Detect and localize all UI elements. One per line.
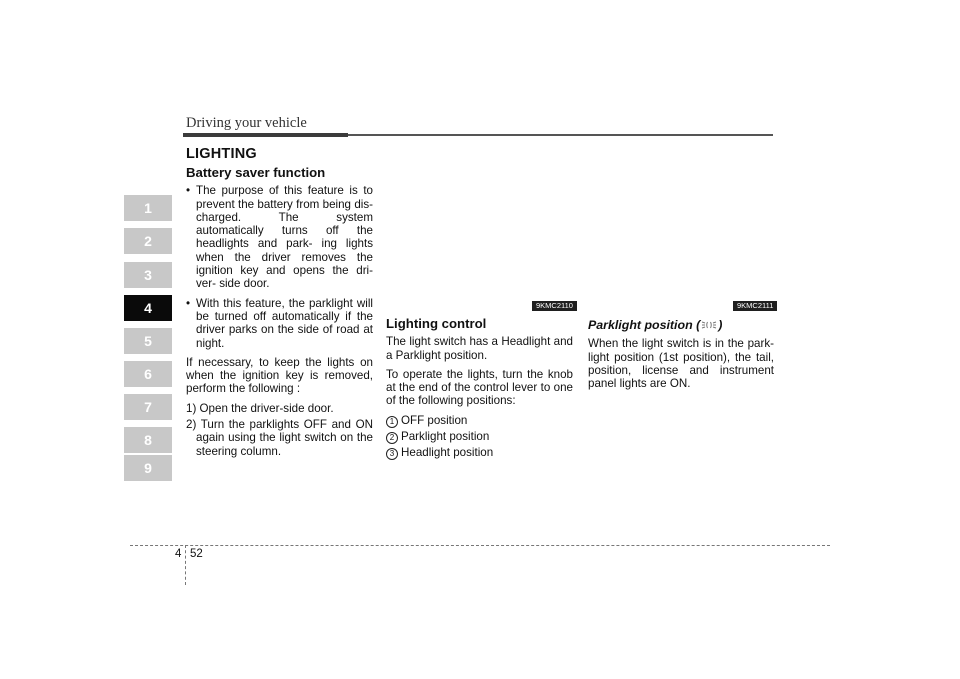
parklight-icon bbox=[701, 319, 717, 331]
chapter-tab-label: 7 bbox=[144, 399, 152, 415]
lighting-control-section bbox=[386, 317, 573, 462]
lighting-control-heading: Lighting control bbox=[386, 316, 487, 331]
circled-number: 2 bbox=[386, 432, 398, 444]
position-label: OFF position bbox=[401, 413, 468, 427]
position-item bbox=[386, 430, 573, 444]
footer-rule bbox=[130, 545, 830, 546]
footer-chapter-number: 4 bbox=[175, 548, 182, 560]
parklight-position-para: When the light switch is in the park- light position (1st position), the tail, position, license and instrument panel lights are ON. bbox=[588, 337, 774, 391]
chapter-tab-label: 4 bbox=[144, 300, 152, 316]
chapter-tab-9[interactable] bbox=[124, 455, 172, 481]
position-label: Parklight position bbox=[401, 429, 490, 443]
page-title: LIGHTING bbox=[186, 146, 257, 162]
bullet-icon: • bbox=[186, 184, 191, 198]
bullet-icon: • bbox=[186, 296, 191, 310]
chapter-tab-label: 9 bbox=[144, 460, 152, 476]
heading-text: ) bbox=[718, 318, 723, 332]
position-label: Headlight position bbox=[401, 445, 494, 459]
chapter-tab-8[interactable] bbox=[124, 427, 172, 453]
position-item bbox=[386, 446, 573, 460]
battery-saver-section bbox=[186, 166, 373, 461]
parklight-position-heading bbox=[588, 319, 774, 332]
list-item bbox=[186, 184, 373, 290]
chapter-tab-4[interactable] bbox=[124, 295, 172, 321]
chapter-tab-7[interactable] bbox=[124, 394, 172, 420]
circled-number: 1 bbox=[386, 416, 398, 428]
chapter-tab-3[interactable] bbox=[124, 262, 172, 288]
lighting-control-para: The light switch has a Headlight and a Parklight position. bbox=[386, 335, 573, 362]
figure-label: 9KMC2111 bbox=[733, 301, 777, 311]
battery-saver-heading: Battery saver function bbox=[186, 165, 326, 180]
circled-number: 3 bbox=[386, 448, 398, 460]
list-item bbox=[186, 297, 373, 350]
section-title: Driving your vehicle bbox=[186, 115, 307, 131]
bullet-text: With this feature, the parklight will be turned off automatically if the driver parks on the side of road at night. bbox=[196, 296, 373, 350]
chapter-tab-6[interactable] bbox=[124, 361, 172, 387]
chapter-tab-1[interactable] bbox=[124, 195, 172, 221]
bullet-text: The purpose of this feature is to prevent the battery from being dis- charged. The system automatically turns off the headlights and park- ing lights when the driver removes the ignition key and opens the dri- ver- side door. bbox=[196, 184, 373, 291]
battery-saver-instructions: If necessary, to keep the lights on when the ignition key is removed, perform the following : bbox=[186, 355, 373, 396]
position-item bbox=[386, 414, 573, 428]
chapter-tab-2[interactable] bbox=[124, 228, 172, 254]
chapter-tab-5[interactable] bbox=[124, 328, 172, 354]
chapter-tab-label: 5 bbox=[144, 333, 152, 349]
header-rule-dark bbox=[183, 133, 348, 137]
battery-saver-bullets bbox=[186, 184, 373, 350]
lighting-control-para: To operate the lights, turn the knob at the end of the control lever to one of the following positions: bbox=[386, 367, 573, 408]
footer-page-number: 52 bbox=[190, 548, 203, 560]
step-item: 1) Open the driver-side door. bbox=[186, 401, 334, 415]
step-item: 2) Turn the parklights OFF and ON again using the light switch on the steering column. bbox=[186, 418, 373, 458]
chapter-tab-label: 6 bbox=[144, 366, 152, 382]
footer-divider bbox=[185, 545, 186, 585]
chapter-tab-label: 2 bbox=[144, 233, 152, 249]
chapter-tab-label: 3 bbox=[144, 267, 152, 283]
chapter-tab-label: 8 bbox=[144, 432, 152, 448]
chapter-tab-label: 1 bbox=[144, 200, 152, 216]
heading-text: Parklight position ( bbox=[588, 318, 701, 332]
parklight-position-section bbox=[588, 319, 774, 396]
header-rule bbox=[348, 134, 773, 136]
figure-label: 9KMC2110 bbox=[532, 301, 577, 311]
